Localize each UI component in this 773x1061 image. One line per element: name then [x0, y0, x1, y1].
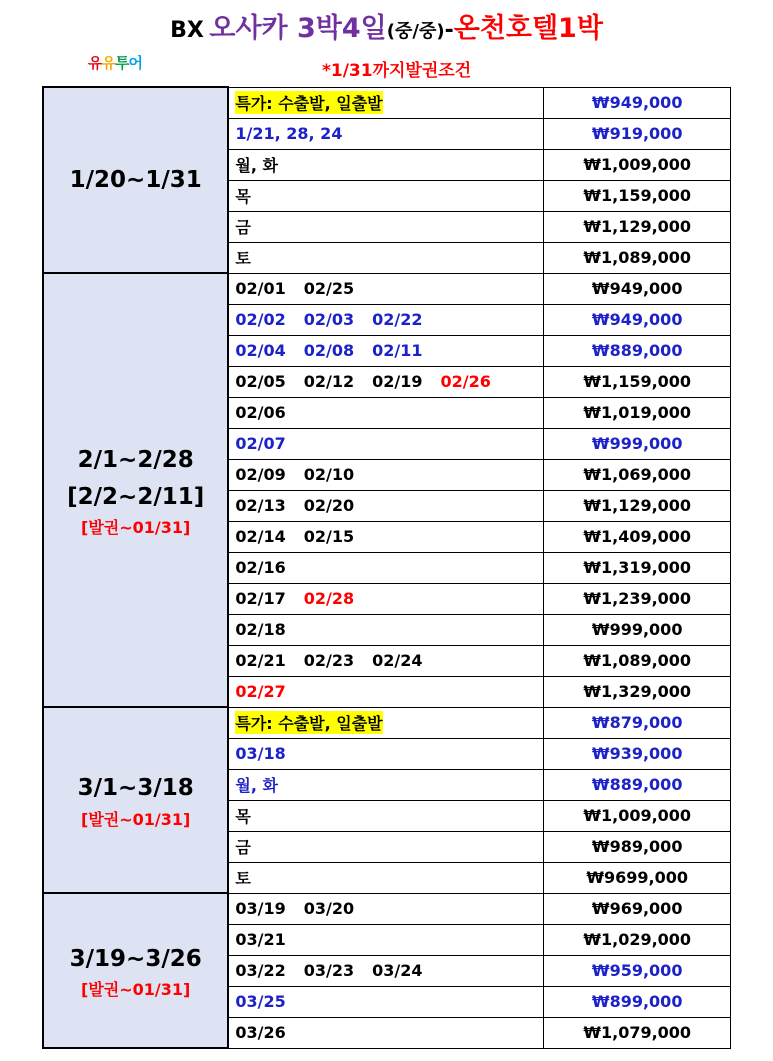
- departure-date: 02/08: [303, 341, 355, 360]
- page-title: [0, 6, 773, 45]
- departure-date: 월, 화: [235, 156, 278, 175]
- price-cell: ₩889,000: [544, 769, 731, 800]
- departure-dates-cell: [228, 676, 544, 707]
- price-cell: ₩1,069,000: [544, 459, 731, 490]
- departure-date: 02/14: [235, 527, 286, 546]
- price-cell: ₩1,089,000: [544, 645, 731, 676]
- title-main: 오사카 3박4일: [209, 13, 387, 44]
- departure-date: 02/21: [235, 651, 286, 670]
- price-cell: ₩9699,000: [544, 862, 731, 893]
- price-cell: ₩999,000: [544, 614, 731, 645]
- departure-date: 02/20: [303, 496, 355, 515]
- period-label: 3/19~3/26: [69, 945, 202, 972]
- price-cell: ₩1,319,000: [544, 552, 731, 583]
- departure-date: 02/27: [235, 682, 286, 701]
- departure-date: 02/12: [303, 372, 355, 391]
- departure-dates-cell: [228, 862, 544, 893]
- price-cell: ₩919,000: [544, 118, 731, 149]
- departure-date: 1/21, 28, 24: [235, 124, 343, 143]
- departure-date: 월, 화: [235, 776, 278, 795]
- departure-date: 02/01: [235, 279, 286, 298]
- departure-dates-cell: [228, 490, 544, 521]
- departure-date: 02/09: [235, 465, 286, 484]
- title-dash: -: [444, 18, 454, 43]
- departure-dates-cell: [228, 800, 544, 831]
- departure-dates-cell: [228, 521, 544, 552]
- title-suffix: 온천호텔1박: [453, 13, 603, 44]
- departure-date: 02/04: [235, 341, 286, 360]
- price-cell: ₩949,000: [544, 304, 731, 335]
- departure-dates-cell: [228, 273, 544, 304]
- departure-dates-cell: [228, 118, 544, 149]
- departure-date: 03/24: [372, 961, 423, 980]
- departure-dates-cell: [228, 769, 544, 800]
- period-label: 3/1~3/18: [77, 775, 194, 802]
- departure-dates-cell: [228, 335, 544, 366]
- departure-date: 02/18: [235, 620, 286, 639]
- departure-date: 02/13: [235, 496, 286, 515]
- departure-date: 02/10: [303, 465, 355, 484]
- departure-date: 03/18: [235, 744, 286, 763]
- departure-date: 02/02: [235, 310, 286, 329]
- departure-dates-cell: [228, 583, 544, 614]
- departure-date: 금: [235, 218, 251, 237]
- departure-date: 02/22: [372, 310, 423, 329]
- table-row: [43, 273, 731, 304]
- price-cell: ₩1,089,000: [544, 242, 731, 273]
- title-paren: (중/중): [386, 21, 445, 42]
- departure-date: 토: [235, 869, 251, 888]
- departure-date: 02/19: [372, 372, 423, 391]
- logo-char: 유: [101, 54, 115, 72]
- logo-char: 유: [88, 54, 102, 72]
- period-cell: [43, 893, 228, 1048]
- departure-dates-cell: [228, 893, 544, 924]
- price-cell: ₩899,000: [544, 986, 731, 1017]
- period-sublabel: [2/2~2/11]: [67, 483, 205, 510]
- table-row: [43, 87, 731, 118]
- departure-dates-cell: [228, 211, 544, 242]
- departure-date: 토: [235, 249, 251, 268]
- departure-date: 특가: 수출발, 일출발: [235, 91, 382, 114]
- price-cell: ₩1,079,000: [544, 1017, 731, 1048]
- departure-date: 03/19: [235, 899, 286, 918]
- departure-dates-cell: [228, 428, 544, 459]
- price-cell: ₩879,000: [544, 707, 731, 738]
- departure-date: 02/25: [303, 279, 355, 298]
- departure-date: 02/15: [303, 527, 355, 546]
- departure-date: 02/17: [235, 589, 286, 608]
- period-label: 2/1~2/28: [77, 446, 194, 473]
- departure-dates-cell: [228, 831, 544, 862]
- departure-dates-cell: [228, 552, 544, 583]
- departure-date: 03/22: [235, 961, 286, 980]
- price-cell: ₩1,009,000: [544, 149, 731, 180]
- price-cell: ₩939,000: [544, 738, 731, 769]
- departure-date: 특가: 수출발, 일출발: [235, 711, 382, 734]
- departure-date: 02/23: [303, 651, 355, 670]
- logo-char: 어: [128, 54, 142, 72]
- ticketing-deadline: [발권~01/31]: [81, 809, 191, 829]
- logo-char: 투: [115, 54, 129, 72]
- departure-date: 03/21: [235, 930, 286, 949]
- price-cell: ₩1,129,000: [544, 211, 731, 242]
- departure-dates-cell: [228, 459, 544, 490]
- price-cell: ₩1,029,000: [544, 924, 731, 955]
- departure-dates-cell: [228, 180, 544, 211]
- price-table: [42, 86, 731, 1049]
- title-prefix: BX: [170, 18, 204, 43]
- departure-dates-cell: [228, 924, 544, 955]
- price-cell: ₩1,019,000: [544, 397, 731, 428]
- departure-date: 02/11: [372, 341, 423, 360]
- price-cell: ₩949,000: [544, 273, 731, 304]
- brand-logo: [88, 52, 142, 73]
- departure-dates-cell: [228, 149, 544, 180]
- departure-dates-cell: [228, 87, 544, 118]
- price-cell: ₩1,239,000: [544, 583, 731, 614]
- price-cell: ₩1,409,000: [544, 521, 731, 552]
- departure-date: 03/26: [235, 1023, 286, 1042]
- ticketing-note: *1/31까지발권조건: [322, 61, 472, 81]
- price-cell: ₩949,000: [544, 87, 731, 118]
- departure-date: 03/23: [303, 961, 355, 980]
- departure-date: 목: [235, 807, 251, 826]
- departure-dates-cell: [228, 614, 544, 645]
- departure-dates-cell: [228, 738, 544, 769]
- departure-dates-cell: [228, 986, 544, 1017]
- period-cell: [43, 87, 228, 273]
- departure-date: 금: [235, 838, 251, 857]
- departure-date: 02/05: [235, 372, 286, 391]
- departure-dates-cell: [228, 707, 544, 738]
- price-cell: ₩1,159,000: [544, 366, 731, 397]
- departure-dates-cell: [228, 1017, 544, 1048]
- departure-dates-cell: [228, 304, 544, 335]
- table-row: [43, 893, 731, 924]
- departure-date: 03/20: [303, 899, 355, 918]
- departure-dates-cell: [228, 645, 544, 676]
- departure-dates-cell: [228, 242, 544, 273]
- period-cell: [43, 273, 228, 707]
- departure-date: 02/03: [303, 310, 355, 329]
- departure-dates-cell: [228, 955, 544, 986]
- price-cell: ₩959,000: [544, 955, 731, 986]
- price-cell: ₩999,000: [544, 428, 731, 459]
- ticketing-deadline: [발권~01/31]: [81, 518, 191, 538]
- departure-date: 02/26: [440, 372, 491, 391]
- departure-date: 02/07: [235, 434, 286, 453]
- departure-date: 02/16: [235, 558, 286, 577]
- period-cell: [43, 707, 228, 893]
- price-cell: ₩1,009,000: [544, 800, 731, 831]
- departure-date: 02/28: [303, 589, 355, 608]
- departure-dates-cell: [228, 397, 544, 428]
- departure-date: 목: [235, 187, 251, 206]
- price-cell: ₩889,000: [544, 335, 731, 366]
- departure-date: 02/24: [372, 651, 423, 670]
- departure-dates-cell: [228, 366, 544, 397]
- period-label: 1/20~1/31: [69, 166, 202, 193]
- ticketing-deadline: [발권~01/31]: [81, 980, 191, 1000]
- price-cell: ₩1,159,000: [544, 180, 731, 211]
- price-cell: ₩1,329,000: [544, 676, 731, 707]
- departure-date: 02/06: [235, 403, 286, 422]
- table-row: [43, 707, 731, 738]
- price-cell: ₩969,000: [544, 893, 731, 924]
- price-cell: ₩1,129,000: [544, 490, 731, 521]
- price-cell: ₩989,000: [544, 831, 731, 862]
- departure-date: 03/25: [235, 992, 286, 1011]
